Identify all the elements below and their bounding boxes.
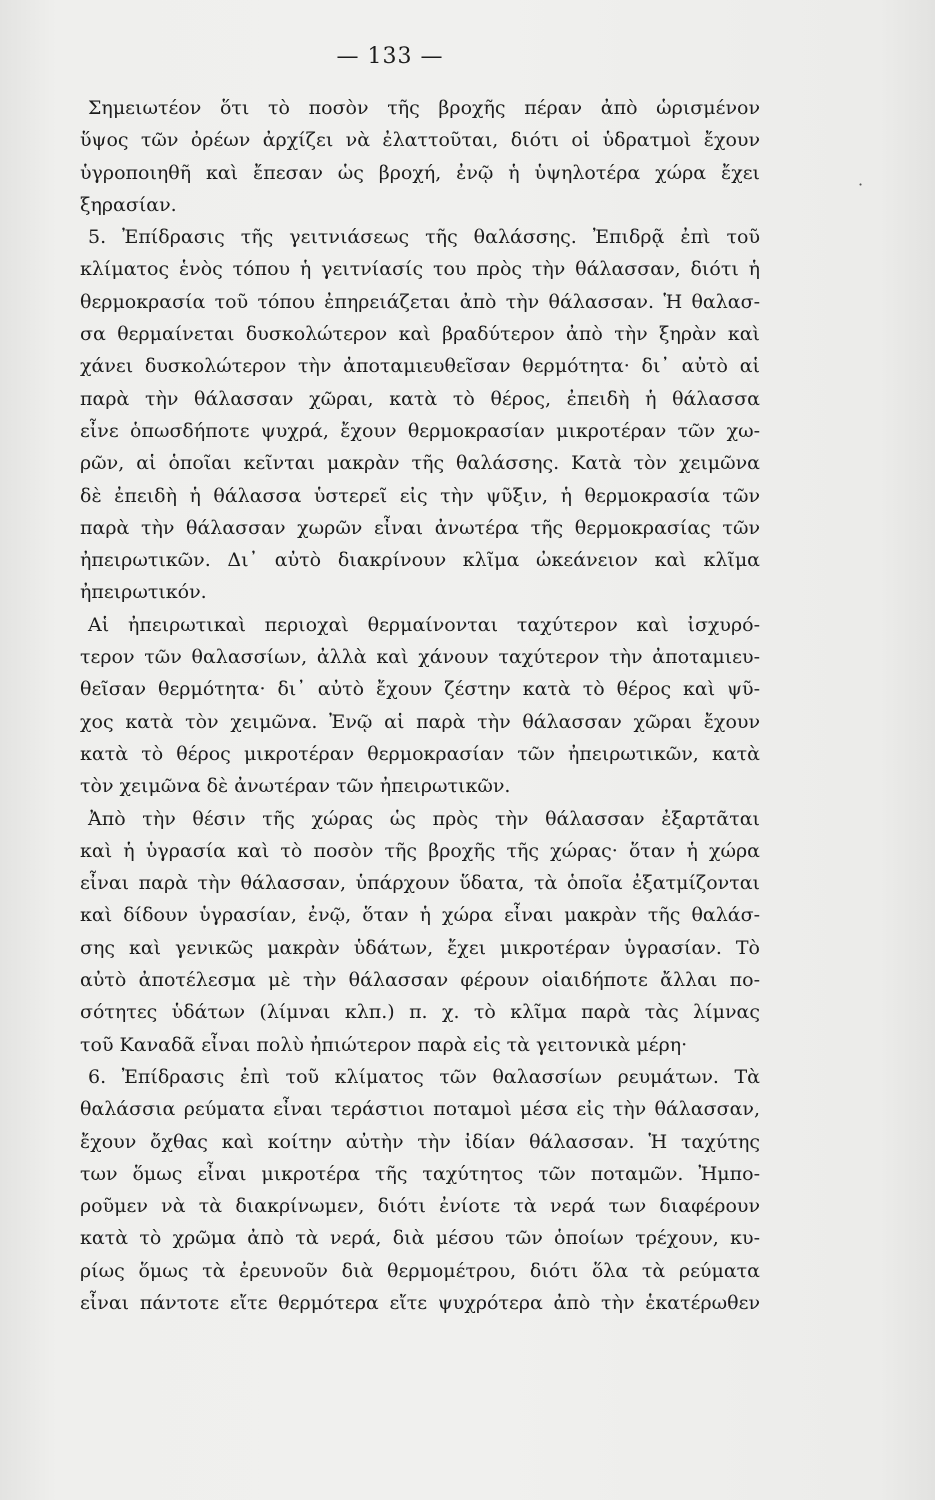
text-line: τερον τῶν θαλασσίων, ἀλλὰ καὶ χάνουν ταχύτερον τὴν ἀποταμιευ- [80, 646, 760, 669]
text-line: ὕψος τῶν ὀρέων ἀρχίζει νὰ ἐλαττοῦται, διότι οἱ ὑδρατμοὶ ἔχουν [80, 129, 760, 152]
text-line: τοῦ Καναδᾶ εἶναι πολὺ ἠπιώτερον παρὰ εἰς τὰ γειτονικὰ μέρη· [80, 1033, 688, 1056]
text-line: κατὰ τὸ θέρος μικροτέραν θερμοκρασίαν τῶν ἠπειρωτικῶν, κατὰ [80, 742, 760, 765]
text-line: σα θερμαίνεται δυσκολώτερον καὶ βραδύτερον ἀπὸ τὴν ξηρὰν καὶ [80, 323, 760, 346]
text-line: παρὰ τὴν θάλασσαν χωρῶν εἶναι ἀνωτέρα τῆς θερμοκρασίας τῶν [80, 516, 760, 539]
text-line: θερμοκρασία τοῦ τόπου ἐπηρειάζεται ἀπὸ τὴν θάλασσαν. Ἡ θαλασ- [80, 290, 760, 313]
text-line: σης καὶ γενικῶς μακρὰν ὑδάτων, ἔχει μικροτέραν ὑγρασίαν. Τὸ [80, 936, 760, 959]
text-line: θαλάσσια ρεύματα εἶναι τεράστιοι ποταμοὶ μέσα εἰς τὴν θάλασσαν, [80, 1098, 760, 1121]
text-line: ξηρασίαν. [80, 193, 177, 216]
text-line: χος κατὰ τὸν χειμῶνα. Ἐνῷ αἱ παρὰ τὴν θάλασσαν χῶραι ἔχουν [80, 710, 760, 733]
body-text [80, 92, 760, 1319]
text-line: ἠπειρωτικῶν. Δι᾿ αὐτὸ διακρίνουν κλῖμα ὠκεάνειον καὶ κλῖμα [80, 549, 760, 572]
text-line: εἶναι πάντοτε εἴτε θερμότερα εἴτε ψυχρότερα ἀπὸ τὴν ἑκατέρωθεν [80, 1291, 760, 1314]
text-line: Αἱ ἠπειρωτικαὶ περιοχαὶ θερμαίνονται ταχύτερον καὶ ἰσχυρό- [88, 613, 760, 636]
text-line: κατὰ τὸ χρῶμα ἀπὸ τὰ νερά, διὰ μέσου τῶν ὁποίων τρέχουν, κυ- [80, 1227, 760, 1250]
text-line: 6. Ἐπίδρασις ἐπὶ τοῦ κλίματος τῶν θαλασσίων ρευμάτων. Τὰ [88, 1065, 760, 1088]
text-line: ἠπειρωτικόν. [80, 581, 207, 604]
text-line: χάνει δυσκολώτερον τὴν ἀποταμιευθεῖσαν θερμότητα· δι᾿ αὐτὸ αἱ [80, 355, 760, 378]
text-line: των ὅμως εἶναι μικροτέρα τῆς ταχύτητος τῶν ποταμῶν. Ἠμπο- [80, 1162, 760, 1185]
text-line: κλίματος ἑνὸς τόπου ἡ γειτνίασίς του πρὸς τὴν θάλασσαν, διότι ἡ [80, 258, 760, 281]
text-line: εἶναι παρὰ τὴν θάλασσαν, ὑπάρχουν ὕδατα, τὰ ὁποῖα ἐξατμίζονται [80, 872, 760, 895]
text-line: ὑγροποιηθῆ καὶ ἔπεσαν ὡς βροχή, ἐνῷ ἡ ὑψηλοτέρα χώρα ἔχει [80, 161, 760, 184]
text-line: σότητες ὑδάτων (λίμναι κλπ.) π. χ. τὸ κλῖμα παρὰ τὰς λίμνας [80, 1001, 760, 1024]
text-line: εἶνε ὁπωσδήποτε ψυχρά, ἔχουν θερμοκρασίαν μικροτέραν τῶν χω- [80, 419, 760, 442]
text-line: τὸν χειμῶνα δὲ ἀνωτέραν τῶν ἠπειρωτικῶν. [80, 775, 511, 798]
text-line: Ἀπὸ τὴν θέσιν τῆς χώρας ὡς πρὸς τὴν θάλασσαν ἐξαρτᾶται [88, 807, 760, 830]
text-line: Σημειωτέον ὅτι τὸ ποσὸν τῆς βροχῆς πέραν ἀπὸ ὡρισμένον [88, 97, 760, 119]
text-line: παρὰ τὴν θάλασσαν χῶραι, κατὰ τὸ θέρος, ἐπειδὴ ἡ θάλασσα [80, 387, 760, 410]
text-line: ροῦμεν νὰ τὰ διακρίνωμεν, διότι ἐνίοτε τὰ νερά των διαφέρουν [80, 1195, 760, 1218]
text-line: αὐτὸ ἀποτέλεσμα μὲ τὴν θάλασσαν φέρουν οἱαιδήποτε ἄλλαι πο- [80, 969, 760, 992]
text-line: 5. Ἐπίδρασις τῆς γειτνιάσεως τῆς θαλάσσης. Ἐπιδρᾷ ἐπὶ τοῦ [88, 226, 760, 249]
text-line: καὶ δίδουν ὑγρασίαν, ἐνῷ, ὅταν ἡ χώρα εἶναι μακρὰν τῆς θαλάσ- [80, 904, 760, 927]
text-line: θεῖσαν θερμότητα· δι᾿ αὐτὸ ἔχουν ζέστην κατὰ τὸ θέρος καὶ ψῦ- [80, 678, 760, 701]
page-number: — 133 — [336, 44, 444, 69]
text-line: καὶ ἡ ὑγρασία καὶ τὸ ποσὸν τῆς βροχῆς τῆς χώρας· ὅταν ἡ χώρα [80, 839, 760, 862]
text-line: ρῶν, αἱ ὁποῖαι κεῖνται μακρὰν τῆς θαλάσσης. Κατὰ τὸν χειμῶνα [80, 452, 760, 475]
text-line: ρίως ὅμως τὰ ἐρευνοῦν διὰ θερμομέτρου, διότι ὅλα τὰ ρεύματα [80, 1259, 760, 1282]
text-line: ἔχουν ὄχθας καὶ κοίτην αὐτὴν τὴν ἰδίαν θάλασσαν. Ἡ ταχύτης [80, 1130, 760, 1153]
margin-mark-icon: · [858, 175, 864, 194]
text-line: δὲ ἐπειδὴ ἡ θάλασσα ὑστερεῖ εἰς τὴν ψῦξιν, ἡ θερμοκρασία τῶν [80, 484, 760, 507]
